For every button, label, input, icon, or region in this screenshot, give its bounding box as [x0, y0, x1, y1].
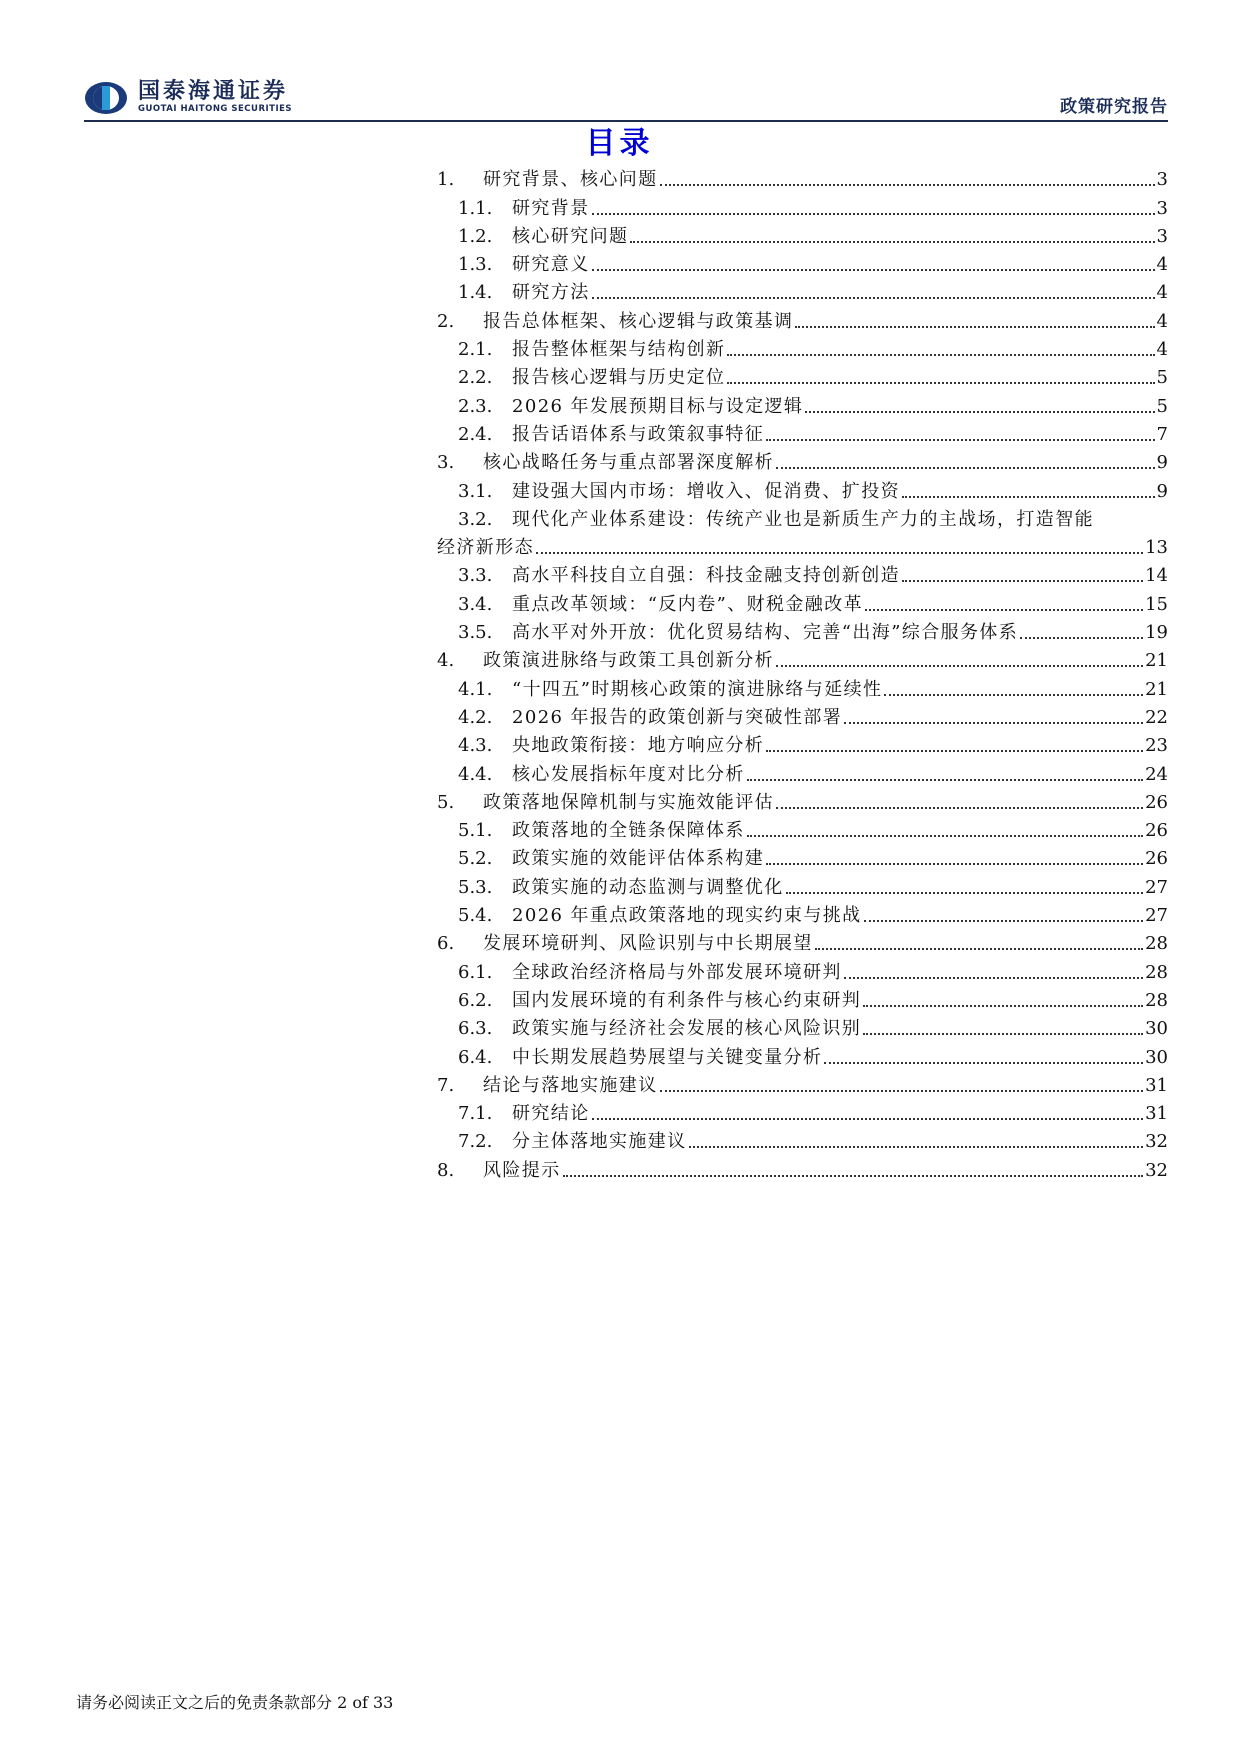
toc-entry-page: 7	[1156, 423, 1168, 445]
toc-entry-label: 政策落地保障机制与实施效能评估	[483, 791, 774, 813]
toc-entry-number: 5.3.	[458, 876, 493, 898]
toc-entry-page: 3	[1156, 169, 1168, 191]
toc-leader-dots	[592, 268, 1155, 271]
toc-entry-number: 6.1.	[458, 961, 493, 983]
toc-entry-page: 26	[1145, 820, 1168, 842]
toc-entry-number: 3.4.	[458, 593, 493, 615]
toc-entry-page: 24	[1145, 763, 1168, 785]
toc-entry-number: 2.	[437, 310, 455, 332]
toc-leader-dots	[630, 240, 1154, 243]
toc-leader-dots	[776, 466, 1155, 469]
toc-entry[interactable]	[437, 418, 1168, 446]
toc-entry-label: 央地政策衔接：地方响应分析	[512, 735, 765, 757]
toc-leader-dots	[865, 608, 1143, 611]
toc-leader-dots	[863, 1004, 1143, 1007]
toc-leader-dots	[776, 664, 1143, 667]
toc-entry[interactable]	[437, 191, 1168, 219]
toc-entry-label: 现代化产业体系建设：传统产业也是新质生产力的主战场，打造智能	[512, 508, 1094, 530]
toc-entry-label: 分主体落地实施建议	[512, 1131, 687, 1153]
toc-leader-dots	[766, 438, 1154, 441]
toc-leader-dots	[776, 806, 1143, 809]
toc-entry-page: 28	[1145, 933, 1168, 955]
toc-entry-page: 31	[1145, 1074, 1168, 1096]
toc-leader-dots	[884, 693, 1143, 696]
logo-mark-icon	[84, 81, 128, 115]
toc-entry-label: 政策实施与经济社会发展的核心风险识别	[512, 1018, 862, 1040]
toc-entry-label: 报告总体框架、核心逻辑与政策基调	[483, 310, 794, 332]
toc-leader-dots	[1020, 636, 1143, 639]
toc-entry-page: 3	[1156, 197, 1168, 219]
toc-entry-number: 1.2.	[458, 225, 493, 247]
toc-entry-page: 21	[1145, 650, 1168, 672]
toc-entry-label-continued: 经济新形态	[437, 537, 534, 559]
toc-entry-number: 6.4.	[458, 1046, 493, 1068]
toc-entry-number: 5.2.	[458, 848, 493, 870]
toc-entry-page: 27	[1145, 905, 1168, 927]
toc-entry[interactable]	[437, 786, 1168, 814]
toc-entry-label: 2026 年重点政策落地的现实约束与挑战	[512, 905, 862, 927]
toc-leader-dots	[747, 834, 1143, 837]
toc-entry[interactable]	[437, 304, 1168, 332]
toc-entry-number: 2.1.	[458, 339, 493, 361]
toc-entry[interactable]	[437, 927, 1168, 955]
toc-leader-dots	[536, 551, 1143, 554]
toc-entry-page: 27	[1145, 876, 1168, 898]
toc-leader-dots	[727, 381, 1154, 384]
toc-entry-number: 1.	[437, 169, 455, 191]
toc-entry-page: 31	[1145, 1103, 1168, 1125]
toc-leader-dots	[592, 1117, 1143, 1120]
toc-entry-number: 3.1.	[458, 480, 493, 502]
toc-leader-dots	[689, 1145, 1143, 1148]
toc-leader-dots	[844, 976, 1143, 979]
toc-entry-label: 研究方法	[512, 282, 590, 304]
toc-entry[interactable]	[437, 1097, 1168, 1125]
toc-leader-dots	[805, 410, 1154, 413]
toc-entry-label: 2026 年发展预期目标与设定逻辑	[512, 395, 804, 417]
toc-entry-page: 26	[1145, 791, 1168, 813]
toc-entry[interactable]	[437, 870, 1168, 898]
toc-entry-number: 5.1.	[458, 820, 493, 842]
toc-entry-number: 3.	[437, 452, 455, 474]
toc-entry-number: 4.3.	[458, 735, 493, 757]
toc-entry-label: 研究意义	[512, 254, 590, 276]
toc-entry[interactable]	[437, 1153, 1168, 1181]
toc-entry-page: 14	[1145, 565, 1168, 587]
toc-entry-label: 全球政治经济格局与外部发展环境研判	[512, 961, 842, 983]
toc-entry[interactable]	[437, 1125, 1168, 1153]
toc-entry-number: 3.5.	[458, 622, 493, 644]
toc-leader-dots	[766, 862, 1143, 865]
toc-entry[interactable]	[437, 503, 1168, 560]
toc-entry-label: 风险提示	[483, 1159, 561, 1181]
toc-entry[interactable]	[437, 333, 1168, 361]
toc-entry-number: 3.2.	[458, 508, 493, 530]
toc-entry-label: 重点改革领域：“反内卷”、财税金融改革	[512, 593, 864, 615]
toc-entry[interactable]	[437, 220, 1168, 248]
toc-leader-dots	[592, 212, 1155, 215]
toc-entry-page: 4	[1156, 310, 1168, 332]
toc-entry-label: “十四五”时期核心政策的演进脉络与延续性	[512, 678, 883, 700]
toc-entry-number: 7.1.	[458, 1103, 493, 1125]
toc-entry-label: 发展环境研判、风险识别与中长期展望	[483, 933, 813, 955]
toc-entry-label: 研究结论	[512, 1103, 590, 1125]
toc-leader-dots	[592, 296, 1155, 299]
toc-entry[interactable]	[437, 559, 1168, 587]
toc-entry[interactable]	[437, 1040, 1168, 1068]
toc-entry-label: 高水平科技自立自强：科技金融支持创新创造	[512, 565, 900, 587]
toc-entry[interactable]	[437, 248, 1168, 276]
toc-entry-label: 建设强大国内市场：增收入、促消费、扩投资	[512, 480, 900, 502]
report-type-label: 政策研究报告	[1060, 97, 1168, 117]
toc-leader-dots	[660, 1089, 1143, 1092]
toc-entry-page: 4	[1156, 339, 1168, 361]
toc-entry-page: 30	[1145, 1018, 1168, 1040]
toc-leader-dots	[902, 579, 1143, 582]
toc-entry[interactable]	[437, 276, 1168, 304]
toc-leader-dots	[660, 183, 1155, 186]
toc-entry-page: 26	[1145, 848, 1168, 870]
toc-leader-dots	[863, 1032, 1143, 1035]
toc-leader-dots	[844, 721, 1143, 724]
toc-entry-page: 9	[1156, 480, 1168, 502]
toc-entry[interactable]	[437, 1069, 1168, 1097]
toc-entry-label: 政策落地的全链条保障体系	[512, 820, 745, 842]
page-footer: 请务必阅读正文之后的免责条款部分 2 of 33	[76, 1693, 394, 1712]
toc-entry-number: 4.4.	[458, 763, 493, 785]
page-header	[84, 76, 1168, 122]
toc-entry[interactable]	[437, 587, 1168, 615]
toc-entry-number: 1.4.	[458, 282, 493, 304]
toc-entry-number: 4.1.	[458, 678, 493, 700]
toc-leader-dots	[747, 778, 1143, 781]
toc-entry-label: 2026 年报告的政策创新与突破性部署	[512, 706, 843, 728]
toc-leader-dots	[727, 353, 1154, 356]
toc-entry-number: 6.	[437, 933, 455, 955]
toc-entry-page: 32	[1145, 1159, 1168, 1181]
toc-entry-number: 2.3.	[458, 395, 493, 417]
toc-entry[interactable]	[437, 361, 1168, 389]
toc-entry-label: 高水平对外开放：优化贸易结构、完善“出海”综合服务体系	[512, 622, 1019, 644]
toc-entry-label: 研究背景	[512, 197, 590, 219]
toc-entry-number: 1.1.	[458, 197, 493, 219]
toc-leader-dots	[864, 919, 1144, 922]
toc-leader-dots	[766, 749, 1143, 752]
toc-entry-number: 7.	[437, 1074, 455, 1096]
toc-entry-label: 核心发展指标年度对比分析	[512, 763, 745, 785]
toc-entry-page: 28	[1145, 961, 1168, 983]
toc-entry[interactable]	[437, 955, 1168, 983]
toc-entry-label: 国内发展环境的有利条件与核心约束研判	[512, 989, 862, 1011]
toc-entry-label: 核心战略任务与重点部署深度解析	[483, 452, 774, 474]
toc-entry[interactable]	[437, 757, 1168, 785]
toc-entry-label: 政策实施的动态监测与调整优化	[512, 876, 784, 898]
toc-entry-label: 核心研究问题	[512, 225, 629, 247]
toc-leader-dots	[902, 495, 1155, 498]
toc-entry-number: 4.2.	[458, 706, 493, 728]
toc-entry-number: 8.	[437, 1159, 455, 1181]
toc-entry-number: 5.4.	[458, 905, 493, 927]
logo-chinese-name: 国泰海通证券	[138, 79, 289, 104]
toc-entry-label: 报告整体框架与结构创新	[512, 339, 726, 361]
toc-entry-number: 1.3.	[458, 254, 493, 276]
toc-leader-dots	[824, 1061, 1143, 1064]
toc-entry-page: 30	[1145, 1046, 1168, 1068]
toc-entry[interactable]	[437, 644, 1168, 672]
toc-entry-page: 5	[1156, 367, 1168, 389]
toc-entry-label: 结论与落地实施建议	[483, 1074, 658, 1096]
toc-entry[interactable]	[437, 616, 1168, 644]
toc-entry-number: 6.2.	[458, 989, 493, 1011]
toc-entry-page: 15	[1145, 593, 1168, 615]
toc-entry-page: 21	[1145, 678, 1168, 700]
toc-entry[interactable]	[437, 814, 1168, 842]
toc-entry-page: 5	[1156, 395, 1168, 417]
toc-entry[interactable]	[437, 474, 1168, 502]
toc-entry-number: 5.	[437, 791, 455, 813]
toc-entry[interactable]	[437, 389, 1168, 417]
toc-entry-page: 28	[1145, 989, 1168, 1011]
toc-title: 目录	[585, 126, 654, 161]
table-of-contents	[437, 163, 1168, 1182]
toc-entry-page: 4	[1156, 282, 1168, 304]
toc-entry-page: 4	[1156, 254, 1168, 276]
toc-entry-page: 19	[1145, 622, 1168, 644]
toc-entry-label: 报告核心逻辑与历史定位	[512, 367, 726, 389]
toc-entry-label: 中长期发展趋势展望与关键变量分析	[512, 1046, 823, 1068]
toc-entry-number: 2.2.	[458, 367, 493, 389]
toc-entry[interactable]	[437, 163, 1168, 191]
toc-entry-page: 23	[1145, 735, 1168, 757]
logo-english-name: GUOTAI HAITONG SECURITIES	[138, 104, 293, 114]
toc-entry-number: 4.	[437, 650, 455, 672]
toc-entry[interactable]	[437, 729, 1168, 757]
toc-entry-number: 6.3.	[458, 1018, 493, 1040]
toc-entry-number: 7.2.	[458, 1131, 493, 1153]
toc-leader-dots	[815, 947, 1143, 950]
toc-entry-label: 政策实施的效能评估体系构建	[512, 848, 765, 870]
toc-entry-page: 3	[1156, 225, 1168, 247]
toc-entry[interactable]	[437, 842, 1168, 870]
toc-entry-number: 2.4.	[458, 423, 493, 445]
toc-leader-dots	[795, 325, 1154, 328]
toc-entry[interactable]	[437, 899, 1168, 927]
toc-entry-page: 13	[1145, 537, 1168, 559]
toc-entry-page: 22	[1145, 706, 1168, 728]
toc-entry-label: 报告话语体系与政策叙事特征	[512, 423, 765, 445]
toc-entry[interactable]	[437, 701, 1168, 729]
toc-entry-number: 3.3.	[458, 565, 493, 587]
toc-entry[interactable]	[437, 1012, 1168, 1040]
toc-entry[interactable]	[437, 446, 1168, 474]
toc-entry[interactable]	[437, 984, 1168, 1012]
toc-leader-dots	[563, 1174, 1143, 1177]
company-logo	[84, 80, 292, 115]
toc-entry-page: 9	[1156, 452, 1168, 474]
toc-entry-page: 32	[1145, 1131, 1168, 1153]
toc-entry[interactable]	[437, 672, 1168, 700]
toc-leader-dots	[786, 891, 1143, 894]
toc-entry-label: 研究背景、核心问题	[483, 169, 658, 191]
toc-entry-label: 政策演进脉络与政策工具创新分析	[483, 650, 774, 672]
